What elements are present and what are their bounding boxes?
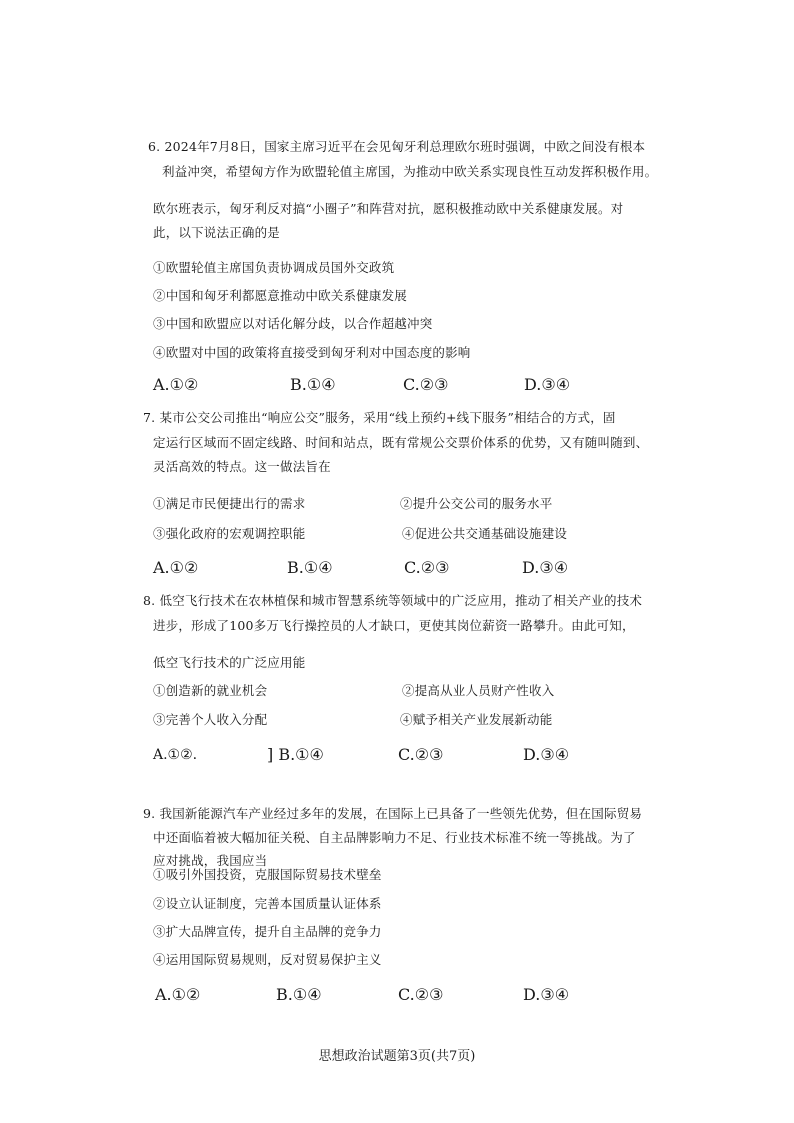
question-6-option-d: D.③④ [524,375,571,394]
question-6-statement-4: ④欧盟对中国的政策将直接受到匈牙利对中国态度的影响 [153,345,471,360]
question-7-stem-line-1: 7. 某市公交公司推出“响应公交”服务，采用“线上预约+线下服务”相结合的方式，固 [143,410,616,425]
question-8-statement-1: ①创造新的就业机会 [153,683,268,698]
question-6-stem-line-2: 利益冲突，希望匈方作为欧盟轮值主席国，为推动中欧关系实现良性互动发挥积极作用。 [162,164,658,179]
question-8-statement-4: ④赋予相关产业发展新动能 [400,712,553,727]
question-8-option-b: ] B.①④ [267,745,324,764]
question-9-statement-4: ④运用国际贸易规则，反对贸易保护主义 [153,952,382,967]
question-9-stem-line-2: 中还面临着被大幅加征关税、自主品牌影响力不足、行业技术标准不统一等挑战。为了 [153,830,636,845]
question-9-statement-3: ③扩大品牌宣传，提升自主品牌的竞争力 [153,924,382,939]
question-9-stem-line-3: 应对挑战，我国应当 [153,853,268,868]
question-8-stem-line-3: 低空飞行技术的广泛应用能 [153,655,306,670]
question-7-statement-1: ①满足市民便捷出行的需求 [153,496,306,511]
question-9-statement-1: ①吸引外国投资，克服国际贸易技术壁垒 [153,867,382,882]
question-6-statement-2: ②中国和匈牙利都愿意推动中欧关系健康发展 [153,288,408,303]
question-9-option-a: A.①② [155,985,201,1004]
question-6-option-b: B.①④ [290,375,336,394]
question-6-statement-1: ①欧盟轮值主席国负责协调成员国外交政筑 [153,260,395,275]
question-7-statement-4: ④促进公共交通基础设施建设 [402,526,568,541]
question-8-option-c: C.②③ [398,745,444,764]
question-7-stem-line-3: 灵活高效的特点。这一做法旨在 [153,459,331,474]
question-6-stem-line-1: 6. 2024年7月8日，国家主席习近平在会见匈牙利总理欧尔班时强调，中欧之间没有根本 [148,139,646,154]
question-8-stem-line-2: 进步，形成了100多万飞行操控员的人才缺口，更使其岗位薪资一路攀升。由此可知， [153,618,635,633]
question-8-option-d: D.③④ [523,745,570,764]
question-7-option-c: C.②③ [404,558,450,577]
question-7-option-a: A.①② [153,558,199,577]
question-7-statement-3: ③强化政府的宏观调控职能 [153,526,306,541]
question-9-statement-2: ②设立认证制度，完善本国质量认证体系 [153,896,382,911]
question-8-option-a: A.①②. [153,747,198,763]
question-6-statement-3: ③中国和欧盟应以对话化解分歧，以合作超越冲突 [153,316,433,331]
question-6-option-a: A.①② [153,375,199,394]
question-8-statement-2: ②提高从业人员财产性收入 [402,683,555,698]
question-7-option-d: D.③④ [522,558,569,577]
page-footer: 思想政治试题第3页(共7页) [318,1049,476,1064]
question-6-stem-line-4: 此，以下说法正确的是 [153,225,281,240]
question-7-statement-2: ②提升公交公司的服务水平 [400,496,553,511]
question-9-option-d: D.③④ [523,985,570,1004]
question-7-stem-line-2: 定运行区域而不固定线路、时间和站点，既有常规公交票价体系的优势，又有随叫随到、 [153,435,649,450]
question-6-stem-line-3: 欧尔班表示，匈牙利反对搞“小圈子”和阵营对抗，愿积极推动欧中关系健康发展。对 [153,201,624,216]
question-9-stem-line-1: 9. 我国新能源汽车产业经过多年的发展，在国际上已具备了一些领先优势，但在国际贸易 [143,806,643,821]
question-8-stem-line-1: 8. 低空飞行技术在农林植保和城市智慧系统等领域中的广泛应用，推动了相关产业的技术 [143,593,643,608]
question-6-option-c: C.②③ [403,375,449,394]
question-9-option-b: B.①④ [276,985,322,1004]
question-7-option-b: B.①④ [287,558,333,577]
question-9-option-c: C.②③ [398,985,444,1004]
question-8-statement-3: ③完善个人收入分配 [153,712,268,727]
